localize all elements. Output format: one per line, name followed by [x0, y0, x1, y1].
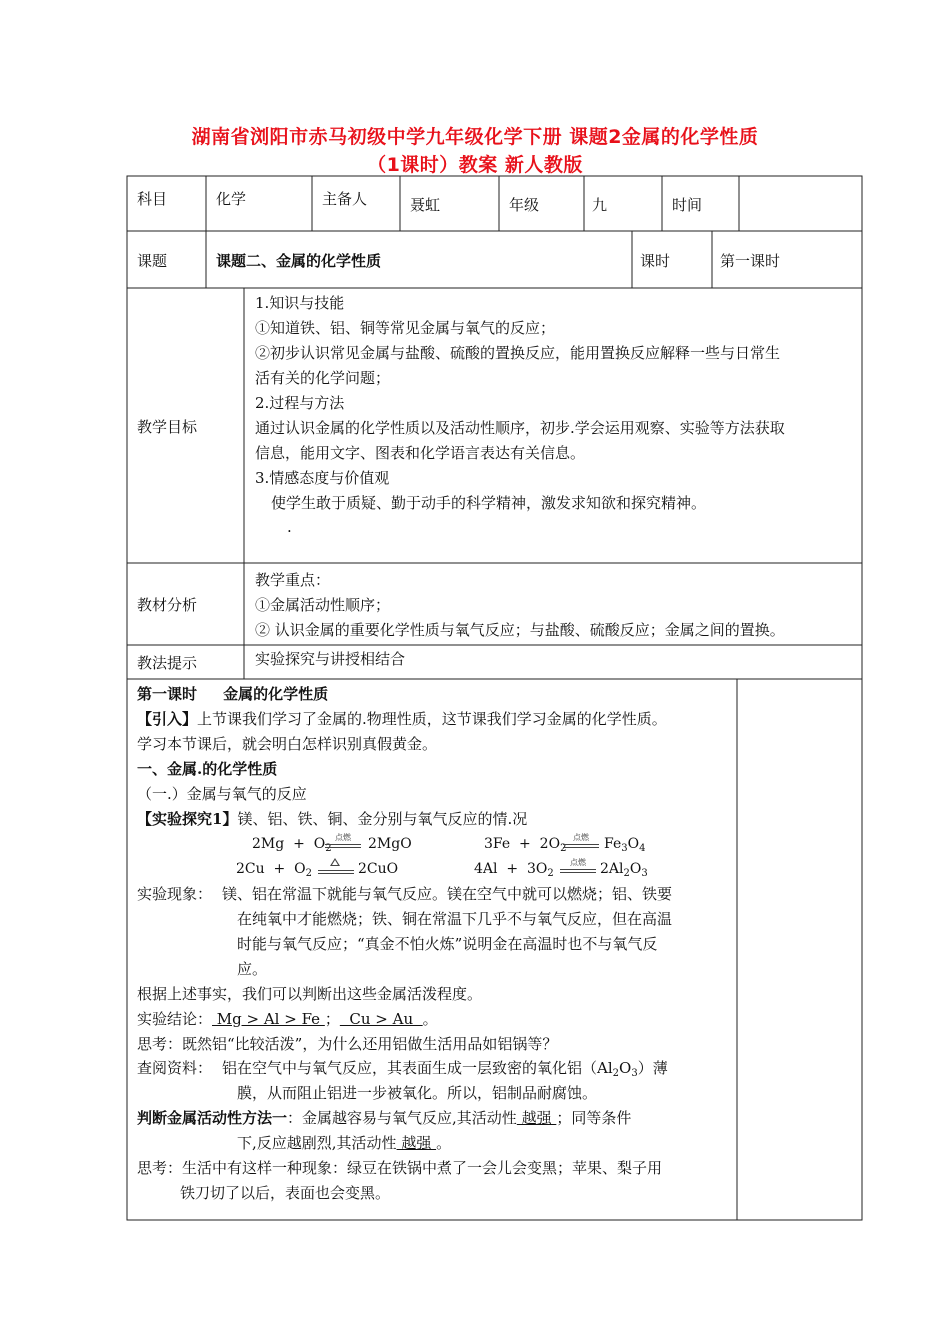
- topic-label: 课题: [137, 252, 168, 270]
- subject-value: 化学: [216, 190, 247, 208]
- objective-line: ①知道铁、铝、铜等常见金属与氧气的反应；: [255, 319, 556, 337]
- objective-line: 通过认识金属的化学性质以及活动性顺序，初步.学会运用观察、实验等方法获取: [255, 419, 785, 437]
- period-label: 课时: [640, 252, 671, 270]
- equation-cu-product: 2CuO: [358, 861, 399, 877]
- intro-paragraph: [137, 710, 667, 728]
- ignite-arrow: 点燃: [560, 863, 596, 875]
- phenomenon-line: 镁、铝在常温下就能与氧气反应。镁在空气中就可以燃烧；铝、铁要: [222, 885, 673, 903]
- equation-al-product: $2Al_2O_3$: [600, 861, 648, 879]
- objective-line: .: [287, 518, 292, 536]
- method-value: 实验探究与讲授相结合: [255, 650, 406, 668]
- think-question-2-cont: 铁刀切了以后，表面也会变黑。: [180, 1184, 391, 1202]
- objectives-label: 教学目标: [137, 418, 198, 436]
- experiment-tag: 【实验探究1】: [137, 810, 238, 828]
- phenomenon-line: 时能与氧气反应；“真金不怕火炼”说明金在高温时也不与氧气反: [237, 935, 658, 953]
- preparer-label: 主备人: [322, 190, 368, 208]
- objective-line: ②初步认识常见金属与盐酸、硫酸的置换反应，能用置换反应解释一些与日常生: [255, 344, 781, 362]
- document-title-line1: 湖南省浏阳市赤马初级中学九年级化学下册 课题2金属的化学性质: [191, 126, 759, 148]
- phenomenon-line: 应。: [237, 960, 268, 978]
- topic-value: 课题二、金属的化学性质: [216, 252, 382, 270]
- heat-arrow: [318, 864, 354, 876]
- experiment-text: 镁、铝、铁、铜、金分别与氧气反应的情.况: [237, 810, 528, 828]
- grade-label: 年级: [509, 196, 540, 214]
- method-one-blank-2: 越强: [396, 1134, 437, 1152]
- ignite-arrow: 点燃: [563, 838, 599, 850]
- phenomenon-label: 实验现象：: [137, 885, 213, 903]
- think-question-1: 思考：既然铝“比较活泼”，为什么还用铝做生活用品如铝锅等？: [137, 1035, 558, 1053]
- conclusion-blank-a: Mg > Al > Fe: [212, 1010, 325, 1028]
- preparer-value: 聂虹: [410, 196, 441, 214]
- period-value: 第一课时: [720, 252, 781, 270]
- equation-al: $4Al + 3O_2$: [474, 861, 554, 879]
- analysis-line: ①金属活动性顺序；: [255, 596, 391, 614]
- equation-fe-product: $Fe_3O_4$: [604, 836, 646, 854]
- method-label: 教法提示: [137, 654, 198, 672]
- lookup-line-1: 铝在空气中与氧气反应，其表面生成一层致密的氧化铝$(Al_2O_3)$薄: [222, 1059, 668, 1079]
- objective-line: 活有关的化学问题；: [255, 369, 391, 387]
- section-heading: 一、金属.的化学性质: [137, 760, 278, 778]
- experiment-paragraph: [137, 810, 527, 828]
- document-title-line2: （1课时）教案 新人教版: [367, 154, 583, 176]
- objective-line: 3.情感态度与价值观: [255, 469, 390, 487]
- objective-line: 信息，能用文字、图表和化学语言表达有关信息。: [255, 444, 586, 462]
- time-label: 时间: [672, 196, 703, 214]
- equation-fe: $3Fe + 2O_2$: [484, 836, 567, 854]
- objective-line: 1.知识与技能: [255, 294, 345, 312]
- ignite-arrow: 点燃: [325, 838, 361, 850]
- intro-text-2: 学习本节课后，就会明白怎样识别真假黄金。: [137, 735, 438, 753]
- conclusion-label: 实验结论：: [137, 1010, 213, 1028]
- conclusion-line: 实验结论： Mg > Al > Fe ； Cu > Au 。: [137, 1010, 438, 1028]
- lookup-line-2: 膜，从而阻止铝进一步被氧化。所以，铝制品耐腐蚀。: [237, 1084, 598, 1102]
- subject-label: 科目: [137, 190, 168, 208]
- grade-value: 九: [592, 196, 608, 214]
- analysis-label: 教材分析: [137, 596, 198, 614]
- intro-text: 上节课我们学习了金属的.物理性质，这节课我们学习金属的化学性质。: [197, 710, 667, 728]
- intro-tag: 【引入】: [137, 710, 198, 728]
- method-one-line-2: 下,反应越剧烈,其活动性 越强 。: [237, 1134, 452, 1152]
- think-question-2: 思考：生活中有这样一种现象：绿豆在铁锅中煮了一会儿会变黑；苹果、梨子用: [137, 1159, 663, 1177]
- objective-line: 使学生敢于质疑、勤于动手的科学精神，激发求知欲和探究精神。: [271, 494, 707, 512]
- subsection-heading: （一.）金属与氧气的反应: [137, 785, 307, 803]
- equation-mg: $2Mg + O_2$: [252, 836, 332, 854]
- method-one-line: 判断金属活动性方法一：金属越容易与氧气反应,其活动性 越强 ；同等条件: [137, 1109, 632, 1127]
- equation-cu: $2Cu + O_2$: [236, 861, 313, 879]
- analysis-line: ② 认识金属的重要化学性质与氧气反应；与盐酸、硫酸反应；金属之间的置换。: [255, 621, 785, 639]
- phenomenon-line: 在纯氧中才能燃烧；铁、铜在常温下几乎不与氧气反应，但在高温: [237, 910, 673, 928]
- lesson-title: 第一课时 金属的化学性质: [137, 685, 329, 703]
- conclusion-blank-b: Cu > Au: [339, 1010, 423, 1028]
- method-one-blank-1: 越强: [516, 1109, 557, 1127]
- lookup-label: 查阅资料：: [137, 1059, 213, 1077]
- analysis-line: 教学重点：: [255, 571, 331, 589]
- method-one-label: 判断金属活动性方法一: [137, 1109, 288, 1127]
- judge-line: 根据上述事实，我们可以判断出这些金属活泼程度。: [137, 985, 483, 1003]
- objective-line: 2.过程与方法: [255, 394, 345, 412]
- equation-mg-product: 2MgO: [368, 836, 412, 852]
